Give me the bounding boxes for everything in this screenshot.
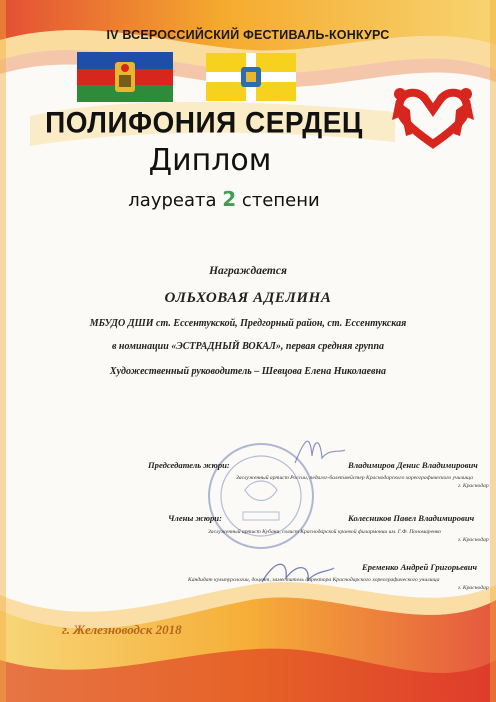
signature-icon <box>290 428 350 468</box>
laureate-line <box>24 187 424 211</box>
recipient-name: ОЛЬХОВАЯ АДЕЛИНА <box>164 290 332 306</box>
document-type: Диплом <box>148 143 272 178</box>
jury-member-description: Заслуженный артист Кубани, солист Краснодарской краевой филармонии им. Г.Ф. Пономаренко <box>208 529 442 535</box>
jury-member-name: Еременко Андрей Григорьевич <box>362 562 478 572</box>
jury-member-name: Колесников Павел Владимирович <box>348 513 475 523</box>
jury-member-description: Заслуженный артист России, педагог-балетмейстер Краснодарского хореографического училища <box>236 475 473 481</box>
school-line: МБУДО ДШИ ст. Ессентукской, Предгорный район, ст. Ессентукская <box>89 318 407 329</box>
flag-krasnodar-icon <box>77 52 173 102</box>
city-year: г. Железноводск 2018 <box>62 622 182 637</box>
degree-number: 2 <box>222 187 237 211</box>
jury-member-description: Кандидат культурологии, доцент, заместитель директора Краснодарского хореографического училища <box>188 577 440 583</box>
nomination-line: в номинации «ЭСТРАДНЫЙ ВОКАЛ», первая средняя группа <box>111 341 385 352</box>
jury-member-city: г. Краснодар <box>458 585 489 591</box>
laureate-prefix: лауреата <box>128 190 217 211</box>
signature-icon <box>258 552 338 592</box>
jury-members-label: Члены жюри: <box>168 513 222 523</box>
awarded-label: Награждается <box>209 265 287 277</box>
festival-title: IV ВСЕРОССИЙСКИЙ ФЕСТИВАЛЬ-КОНКУРС <box>106 28 390 42</box>
jury-member-city: г. Краснодар <box>458 537 489 543</box>
jury-member-name: Владимиров Денис Владимирович <box>348 460 478 470</box>
festival-name: ПОЛИФОНИЯ СЕРДЕЦ <box>45 106 363 139</box>
jury-chair-label: Председатель жюри: <box>148 460 230 470</box>
jury-member-city: г. Краснодар <box>458 483 489 489</box>
leader-line: Художественный руководитель – Шевцова Елена Николаевна <box>109 366 387 377</box>
laureate-suffix: степени <box>241 190 320 211</box>
flag-stavropol-icon <box>206 53 296 101</box>
dancers-heart-logo <box>390 86 476 150</box>
